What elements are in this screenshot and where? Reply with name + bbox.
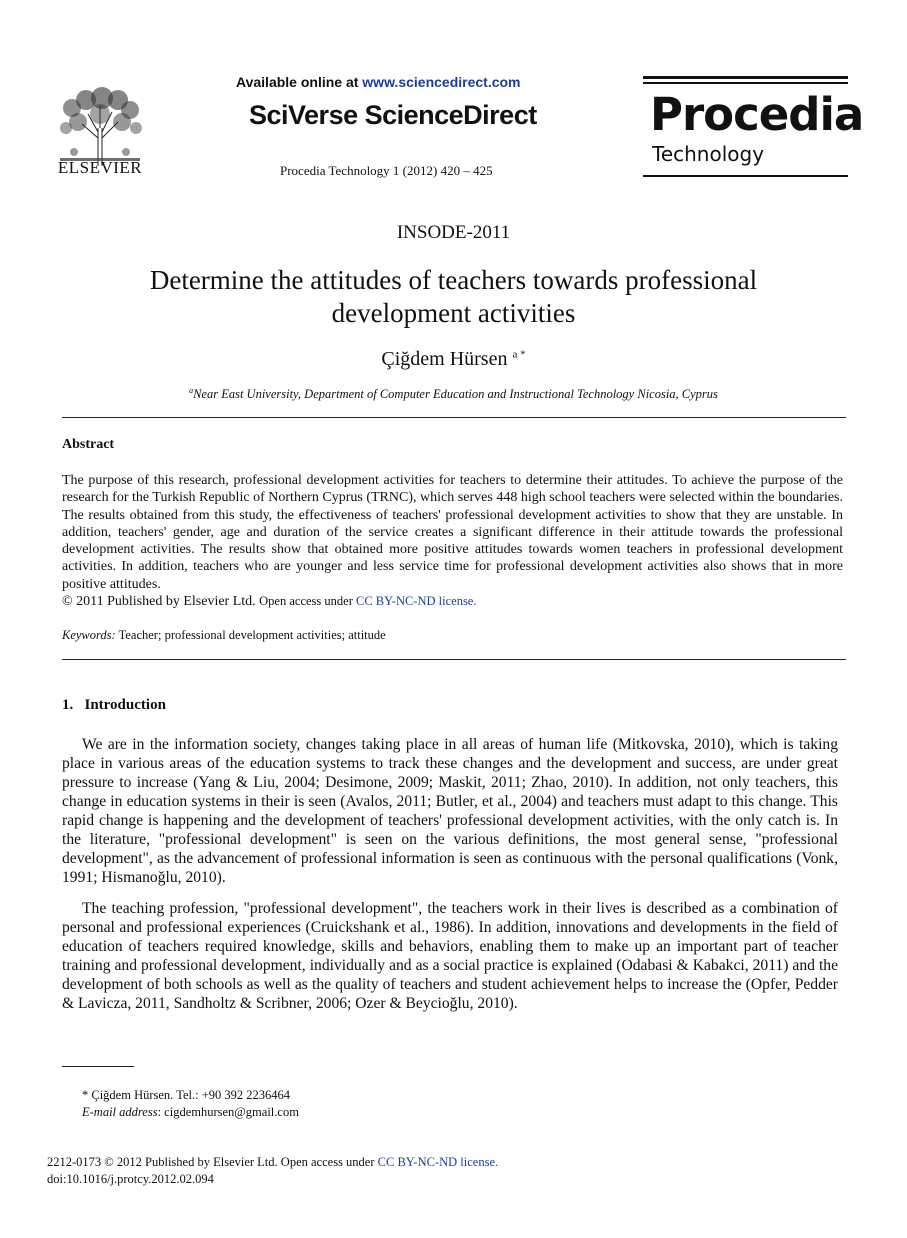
title-line-1: Determine the attitudes of teachers towards professional [149,265,758,295]
sciencedirect-link[interactable]: www.sciencedirect.com [362,74,521,90]
footnote-contact: * Çiğdem Hürsen. Tel.: +90 392 2236464 [82,1088,291,1102]
affiliation-mark: a [189,386,194,395]
email-label: E-mail address [82,1105,158,1119]
doi-line: doi:10.1016/j.protcy.2012.02.094 [47,1172,214,1186]
procedia-rule-top [643,76,848,79]
conference-name: INSODE-2011 [396,222,511,243]
keywords [62,628,386,643]
available-online [236,74,521,90]
author-marks: a * [512,348,526,361]
abstract-heading: Abstract [62,437,115,452]
footnote-rule [62,1066,134,1067]
footer-license-link[interactable]: CC BY-NC-ND license. [377,1155,499,1169]
journal-reference: Procedia Technology 1 (2012) 420 – 425 [280,163,493,178]
procedia-rule-bottom [643,175,848,177]
affiliation [0,386,907,402]
divider-top [62,417,846,418]
keywords-label: Keywords: [62,628,116,642]
procedia-rule-top-thin [643,82,848,84]
intro-paragraph-1: We are in the information society, changes taking place in all areas of human life (Mitkovska, 2010), which is taking place in various areas of the education systems to track these changes and the development and success, are under great pressure to increase (Yang & Liu, 2004; Desimone, 2009; Maskit, 2011; Zhao, 2010). In addition, not only teachers, this change in education systems in their is seen (Avalos, 2011; Butler, et al., 2004) and teachers must adapt to this change. This rapid change is happening and the development of teachers' professional development activities, with the only catch is. In the literature, "professional development" is seen on the various definitions, the most general sense, "professional development", as the advancement of professional information is seen as continuous with the personal qualifications (Vonk, 1991; Hismanoğlu, 2010). [62,736,838,886]
title-line-2: development activities [331,298,576,328]
author-name: Çiğdem Hürsen [381,348,508,370]
author-line [0,348,907,371]
footer-open-access: Open access under [280,1155,378,1169]
abstract-text: The purpose of this research, professional development activities for teachers to determine their attitudes. To achieve the purpose of the research for the Turkish Republic of Northern Cyprus (TRNC), which serves 448 high school teachers were selected within the boundaries. The results obtained from this study, the effectiveness of teachers' professional development activities to show that they are unstable. In addition, teachers' gender, age and duration of the service creates a significant difference in their attitude towards the professional development activities. The results show that obtained more positive attitudes towards women teachers in professional development activities. In addition, teachers who are younger and less service time for professional development activities also shows that in more positive attitudes. [62,473,843,592]
sciverse-wordmark: SciVerse ScienceDirect [249,100,537,130]
license-link[interactable]: CC BY-NC-ND license. [356,594,477,609]
divider-bottom [62,659,846,660]
intro-paragraph-2: The teaching profession, "professional development", the teachers work in their lives is described as a combination of personal and professional experiences (Cruickshank et al., 1986). In addition, innovations and developments in the field of education of teachers required knowledge, skills and behaviors, enabling them to make up an important part of teacher training and professional development, individually and as a social practice is explained (Odabasi & Kabakci, 2011) and the development of both schools as well as the quality of teachers and student achievement helps to increase the (Opfer, Pedder & Lavicza, 2011, Sandholtz & Scribner, 2006; Ozer & Beycioğlu, 2010). [62,900,838,1012]
issn-text: 2212-0173 © 2012 Published by Elsevier Ltd. [47,1155,281,1169]
procedia-wordmark: Procedia [650,88,864,141]
footnote-email [82,1105,299,1120]
elsevier-wordmark: ELSEVIER [57,158,143,177]
issn-line [47,1155,498,1170]
paper-title [60,264,847,330]
open-access-text: Open access under [259,594,356,609]
abstract-body [62,472,843,610]
keywords-text: Teacher; professional development activities; attitude [115,628,386,642]
affiliation-text: Near East University, Department of Computer Education and Instructional Technology Nicosia, Cyprus [193,387,718,402]
email-value: : cigdemhursen@gmail.com [157,1105,299,1119]
section-heading-introduction: 1. Introduction [62,697,166,713]
copyright-text: © 2011 Published by Elsevier Ltd. [62,594,260,610]
available-prefix: Available online at [236,74,363,90]
procedia-subtitle: Technology [652,142,765,166]
